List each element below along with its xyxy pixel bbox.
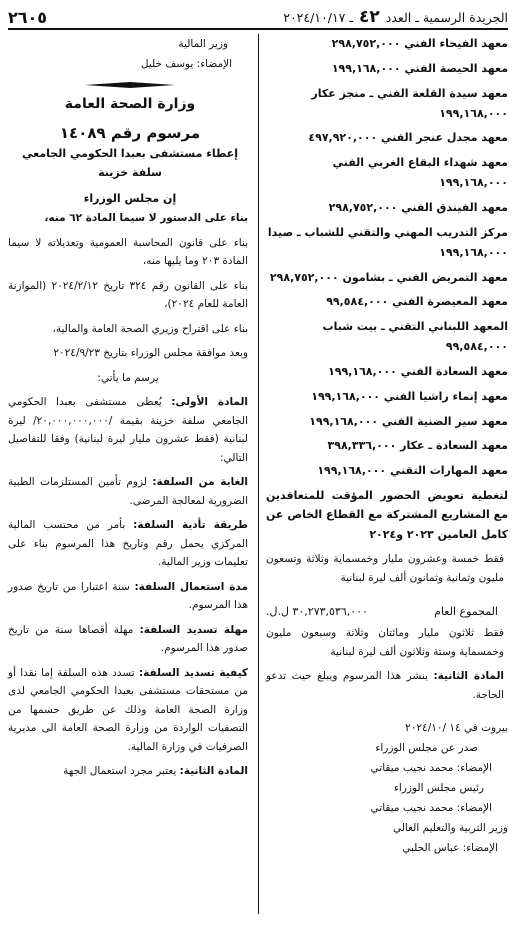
decree-number: مرسوم رقم ١٤٠٨٩ (59, 124, 201, 142)
institute-item: معهد سيدة القلعة الفني ـ منجز عكار ١٩٩,١٦٨,٠٠٠ (311, 86, 508, 120)
advance-how-repay-label: كيفية تسديد السلفة: (138, 666, 248, 679)
decrees-line: يرسم ما يأتي: (97, 371, 159, 384)
advance-repay-label: مهلة تسديد السلفة: (139, 623, 248, 636)
article-2-text: ينشر هذا المرسوم ويبلغ حيث تدعو الحاجة. (266, 670, 504, 701)
issue-date: ـ ٢٠٢٤/١٠/١٧ (283, 10, 354, 25)
article-1-text: يُعطى مستشفى بعبدا الحكومي الجامعي سلفة خزينة بقيمة /٢٠,٠٠٠,٠٠٠,٠٠٠/ ليرة لبنانية (فقط عشرون مليار ليرة لبنانية) وفقا للتفاصيل التالي: (8, 396, 248, 464)
advance-repay (8, 621, 248, 658)
institute-item: معهد السعادة الفني ١٩٩,١٦٨,٠٠٠ (328, 364, 508, 378)
advance-goal-label: الغاية من السلفة: (152, 476, 248, 488)
institute-item: معهد سير الضنية الفني ١٩٩,١٦٨,٠٠٠ (309, 414, 508, 428)
advance-method (8, 516, 248, 572)
sig-minister-title: وزير التربية والتعليم العالي (392, 822, 508, 835)
preamble-4: بناء على اقتراح وزيري الصحة العامة والمالية، (52, 322, 248, 335)
issue-number: ٤٢ (359, 7, 380, 27)
institutes-list (266, 34, 508, 481)
article-1 (8, 393, 248, 467)
preamble-1: بناء على الدستور لا سيما المادة ٦٢ منه، (44, 212, 248, 224)
sig-signature-3: الإمضاء: عباس الحلبي (402, 842, 498, 855)
institute-item: معهد السعادة ـ عكار ٣٩٨,٣٣٦,٠٠٠ (327, 439, 508, 453)
left-article-2-label: المادة الثانية: (179, 765, 248, 777)
column-divider (258, 34, 259, 914)
sig-issued: صدر عن مجلس الوزراء (375, 742, 478, 755)
institute-item: مركز التدريب المهني والتقني للشباب ـ صيدا ١٩٩,١٦٨,٠٠٠ (267, 225, 508, 259)
decree-subject-2: سلفة خزينة (98, 166, 162, 179)
subtotal-words: فقط خمسة وعشرون مليار وخمسماية وثلاثة وتسعون مليون وثمانية وثمانون ألف ليرة لبنانية (266, 553, 504, 584)
header-left (283, 7, 508, 27)
total-value: ٣٠,٢٧٣,٥٣٦,٠٠٠ ل.ل. (266, 605, 368, 619)
decree-subject: إعطاء مستشفى بعبدا الحكومي الجامعي (22, 147, 238, 160)
preamble-5: وبعد موافقة مجلس الوزراء بتاريخ ٢٠٢٤/٩/٢٣ (53, 347, 248, 359)
gazette-title: الجريدة الرسمية ـ العدد (385, 10, 508, 25)
institute-item: معهد إنماء راشيا الفني ١٩٩,١٦٨,٠٠٠ (311, 389, 508, 403)
section-divider (85, 82, 175, 88)
council-heading: إن مجلس الوزراء (83, 192, 177, 205)
total-label: المجموع العام (434, 605, 498, 619)
preamble-3: بناء على القانون رقم ٣٢٤ تاريخ ٢٠٢٤/٢/١٢ (الموازنة العامة للعام ٢٠٢٤)، (8, 279, 248, 310)
institute-item: معهد الفيحاء الفني ٢٩٨,٧٥٢,٠٠٠ (331, 37, 508, 50)
grand-total (266, 605, 508, 618)
advance-how-repay (8, 664, 248, 757)
page-number: ٢٦٠٥ (8, 7, 48, 27)
advance-how-repay-text: تسدد هذه السلفة إما نقدا أو من مستحقات مستشفى بعبدا الحكومي الجامعي لدى وزارة الصحة العامة وذلك عن طريق حسمها من التصفيات الواردة من وزارة الصحة العامة الى مديرية الصرفيات في وزارة المالية. (8, 666, 248, 753)
sig-pm-title: رئيس مجلس الوزراء (393, 782, 484, 795)
advance-goal (8, 473, 248, 510)
article-1-label: المادة الأولى: (171, 396, 248, 408)
finance-minister-signature: الإمضاء: يوسف خليل (140, 58, 232, 70)
finance-minister-title: وزير المالية (178, 38, 228, 50)
institute-item: معهد التمريض الفني ـ بشامون ٢٩٨,٧٥٢,٠٠٠ (269, 270, 508, 284)
article-2 (266, 667, 504, 704)
article-2-label: المادة الثانية: (433, 670, 504, 683)
institute-item: المعهد اللبناني التقني ـ بيت شباب ٩٩,٥٨٤,٠٠٠ (322, 320, 508, 354)
advance-method-label: طريقة تأدية السلفة: (133, 519, 248, 531)
purpose-text: لتغطية تعويض الحضور المؤقت للمتعاقدين مع المشاريع المشتركة مع القطاع الخاص عن كامل العامين ٢٠٢٣ و٢٠٢٤ (266, 488, 508, 541)
left-article-2-text: يعتبر مجرد استعمال الجهة (63, 765, 177, 777)
advance-repay-text: مهلة أقصاها سنة من تاريخ صدور هذا المرسوم. (8, 623, 248, 654)
place-date: بيروت في ١٤ /٢٠٢٤/١٠ (405, 722, 508, 735)
institute-item: معهد شهداء البقاع الغربي الفني ١٩٩,١٦٨,٠٠٠ (332, 156, 508, 190)
advance-usage-label: مدة استعمال السلفة: (134, 580, 248, 593)
institute-item: معهد المعيصرة الفني ٩٩,٥٨٤,٠٠٠ (326, 295, 508, 309)
sig-signature-2: الإمضاء: محمد نجيب ميقاتي (370, 802, 492, 815)
institute-item: معهد مجدل عنجر الفني ٤٩٧,٩٢٠,٠٠٠ (308, 131, 508, 145)
ministry-title: وزارة الصحة العامة (64, 96, 196, 112)
institute-item: معهد الفيندق الفني ٢٩٨,٧٥٢,٠٠٠ (328, 200, 508, 214)
left-article-2 (8, 762, 248, 781)
institute-item: معهد المهارات التقني ١٩٩,١٦٨,٠٠٠ (317, 464, 508, 478)
total-words: فقط ثلاثون مليار ومائتان وثلاثة وسبعون مليون وخمسماية وستة وثلاثون ألف ليرة لبنانية (266, 627, 504, 658)
left-column (8, 34, 252, 934)
right-column (266, 34, 508, 934)
advance-method-text: بأمر من محتسب المالية المركزي يحمل رقم وتاريخ هذا المرسوم بناء على تعليمات وزير المالية. (8, 519, 248, 568)
preamble-2: بناء على قانون المحاسبة العمومية وتعديلاته لا سيما المادة ٢٠٣ وما يليها منه، (8, 236, 248, 267)
advance-goal-text: لزوم تأمين المستلزمات الطبية الضرورية لمعالجة المرضى. (8, 476, 248, 507)
advance-usage (8, 578, 248, 615)
institute-item: معهد الحيصة الفني ١٩٩,١٦٨,٠٠٠ (331, 61, 508, 75)
page-header (8, 6, 508, 30)
sig-signature-1: الإمضاء: محمد نجيب ميقاتي (370, 762, 492, 775)
advance-usage-text: سنة اعتبارا من تاريخ صدور هذا المرسوم. (8, 580, 248, 611)
